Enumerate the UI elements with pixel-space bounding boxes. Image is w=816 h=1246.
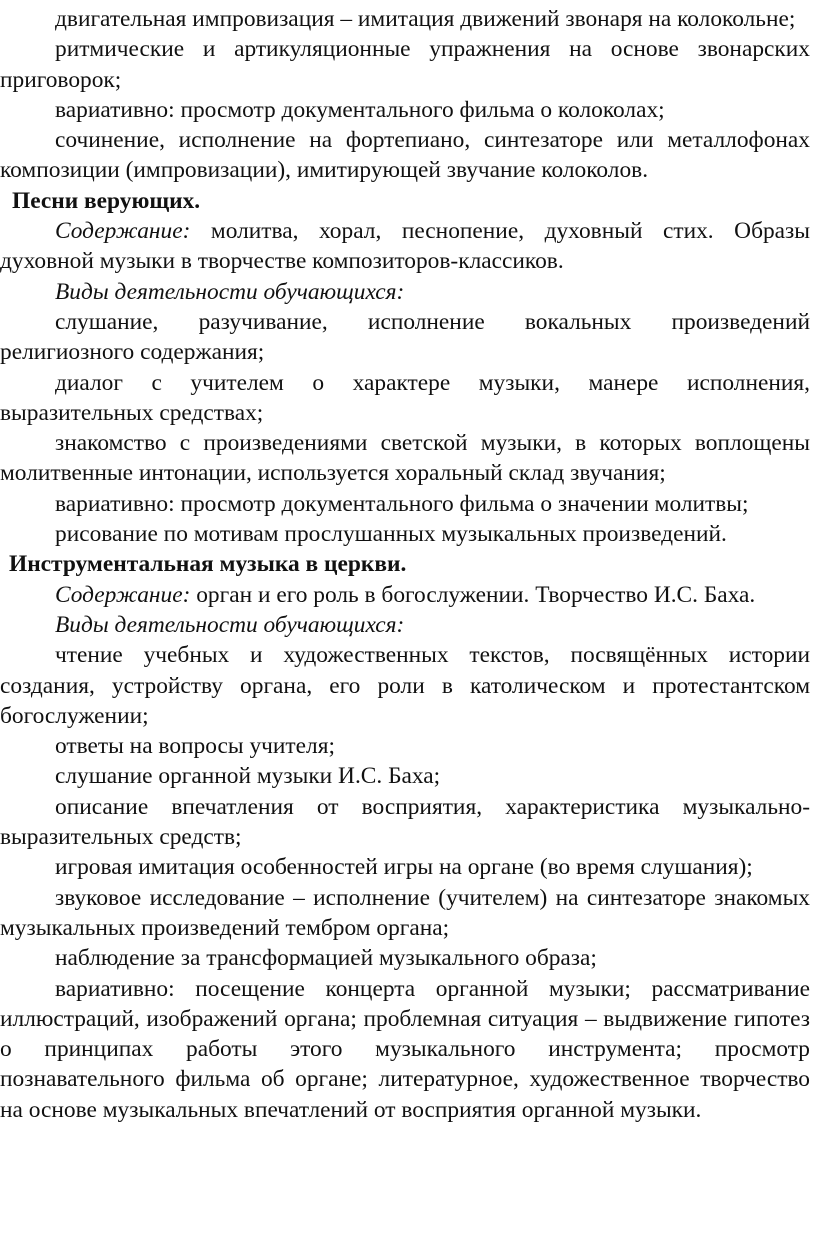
activities-label: Виды деятельности обучающихся:: [55, 278, 405, 305]
content-label: Содержание:: [55, 218, 191, 245]
activity-item: чтение учебных и художественных текстов, посвящённых истории создания, устройству органа, его роли в католическом и протестантском богослужении;: [0, 642, 810, 729]
activity-item: слушание, разучивание, исполнение вокальных произведений религиозного содержания;: [0, 308, 810, 366]
activity-item: игровая имитация особенностей игры на органе (во время слушания);: [55, 854, 753, 881]
section-heading-songs: Песни верующих.: [12, 187, 201, 214]
activity-item: наблюдение за трансформацией музыкального образа;: [55, 945, 597, 972]
activity-item: описание впечатления от восприятия, характеристика музыкально-выразительных средств;: [0, 793, 810, 851]
content-text: молитва, хорал, песнопение, духовный стих. Образы духовной музыки в творчестве композиторов-классиков.: [0, 218, 810, 275]
activity-item: вариативно: посещение концерта органной музыки; рассматривание иллюстраций, изображений органа; проблемная ситуация – выдвижение гипотез о принципах работы этого музыкального инструмента; просмотр познавательного фильма об органе; литературное, художественное творчество на основе музыкальных впечатлений от восприятия органной музыки.: [0, 975, 810, 1123]
content-text: орган и его роль в богослужении. Творчество И.С. Баха.: [190, 581, 756, 608]
activity-item: вариативно: просмотр документального фильма о колоколах;: [55, 96, 665, 123]
activity-item: вариативно: просмотр документального фильма о значении молитвы;: [55, 490, 749, 517]
section-heading-organ: Инструментальная музыка в церкви.: [9, 551, 407, 578]
content-paragraph: [0, 216, 810, 277]
activity-item: сочинение, исполнение на фортепиано, синтезаторе или металлофонах композиции (импровизации), имитирующей звучание колоколов.: [0, 127, 810, 184]
activity-item: двигательная импровизация – имитация движений звонаря на колокольне;: [55, 6, 796, 32]
activities-label: Виды деятельности обучающихся:: [55, 611, 405, 638]
content-paragraph: [0, 580, 810, 610]
activity-item: диалог с учителем о характере музыки, манере исполнения, выразительных средствах;: [0, 369, 810, 426]
activity-item: рисование по мотивам прослушанных музыкальных произведений.: [55, 521, 727, 548]
content-label: Содержание:: [55, 581, 191, 608]
activity-item: звуковое исследование – исполнение (учителем) на синтезаторе знакомых музыкальных произведений тембром органа;: [0, 884, 810, 941]
activity-item: слушание органной музыки И.С. Баха;: [55, 763, 441, 790]
activity-item: знакомство с произведениями светской музыки, в которых воплощены молитвенные интонации, используется хоральный склад звучания;: [0, 430, 810, 487]
activity-item: ритмические и артикуляционные упражнения на основе звонарских приговорок;: [0, 36, 810, 93]
activity-item: ответы на вопросы учителя;: [55, 733, 335, 760]
